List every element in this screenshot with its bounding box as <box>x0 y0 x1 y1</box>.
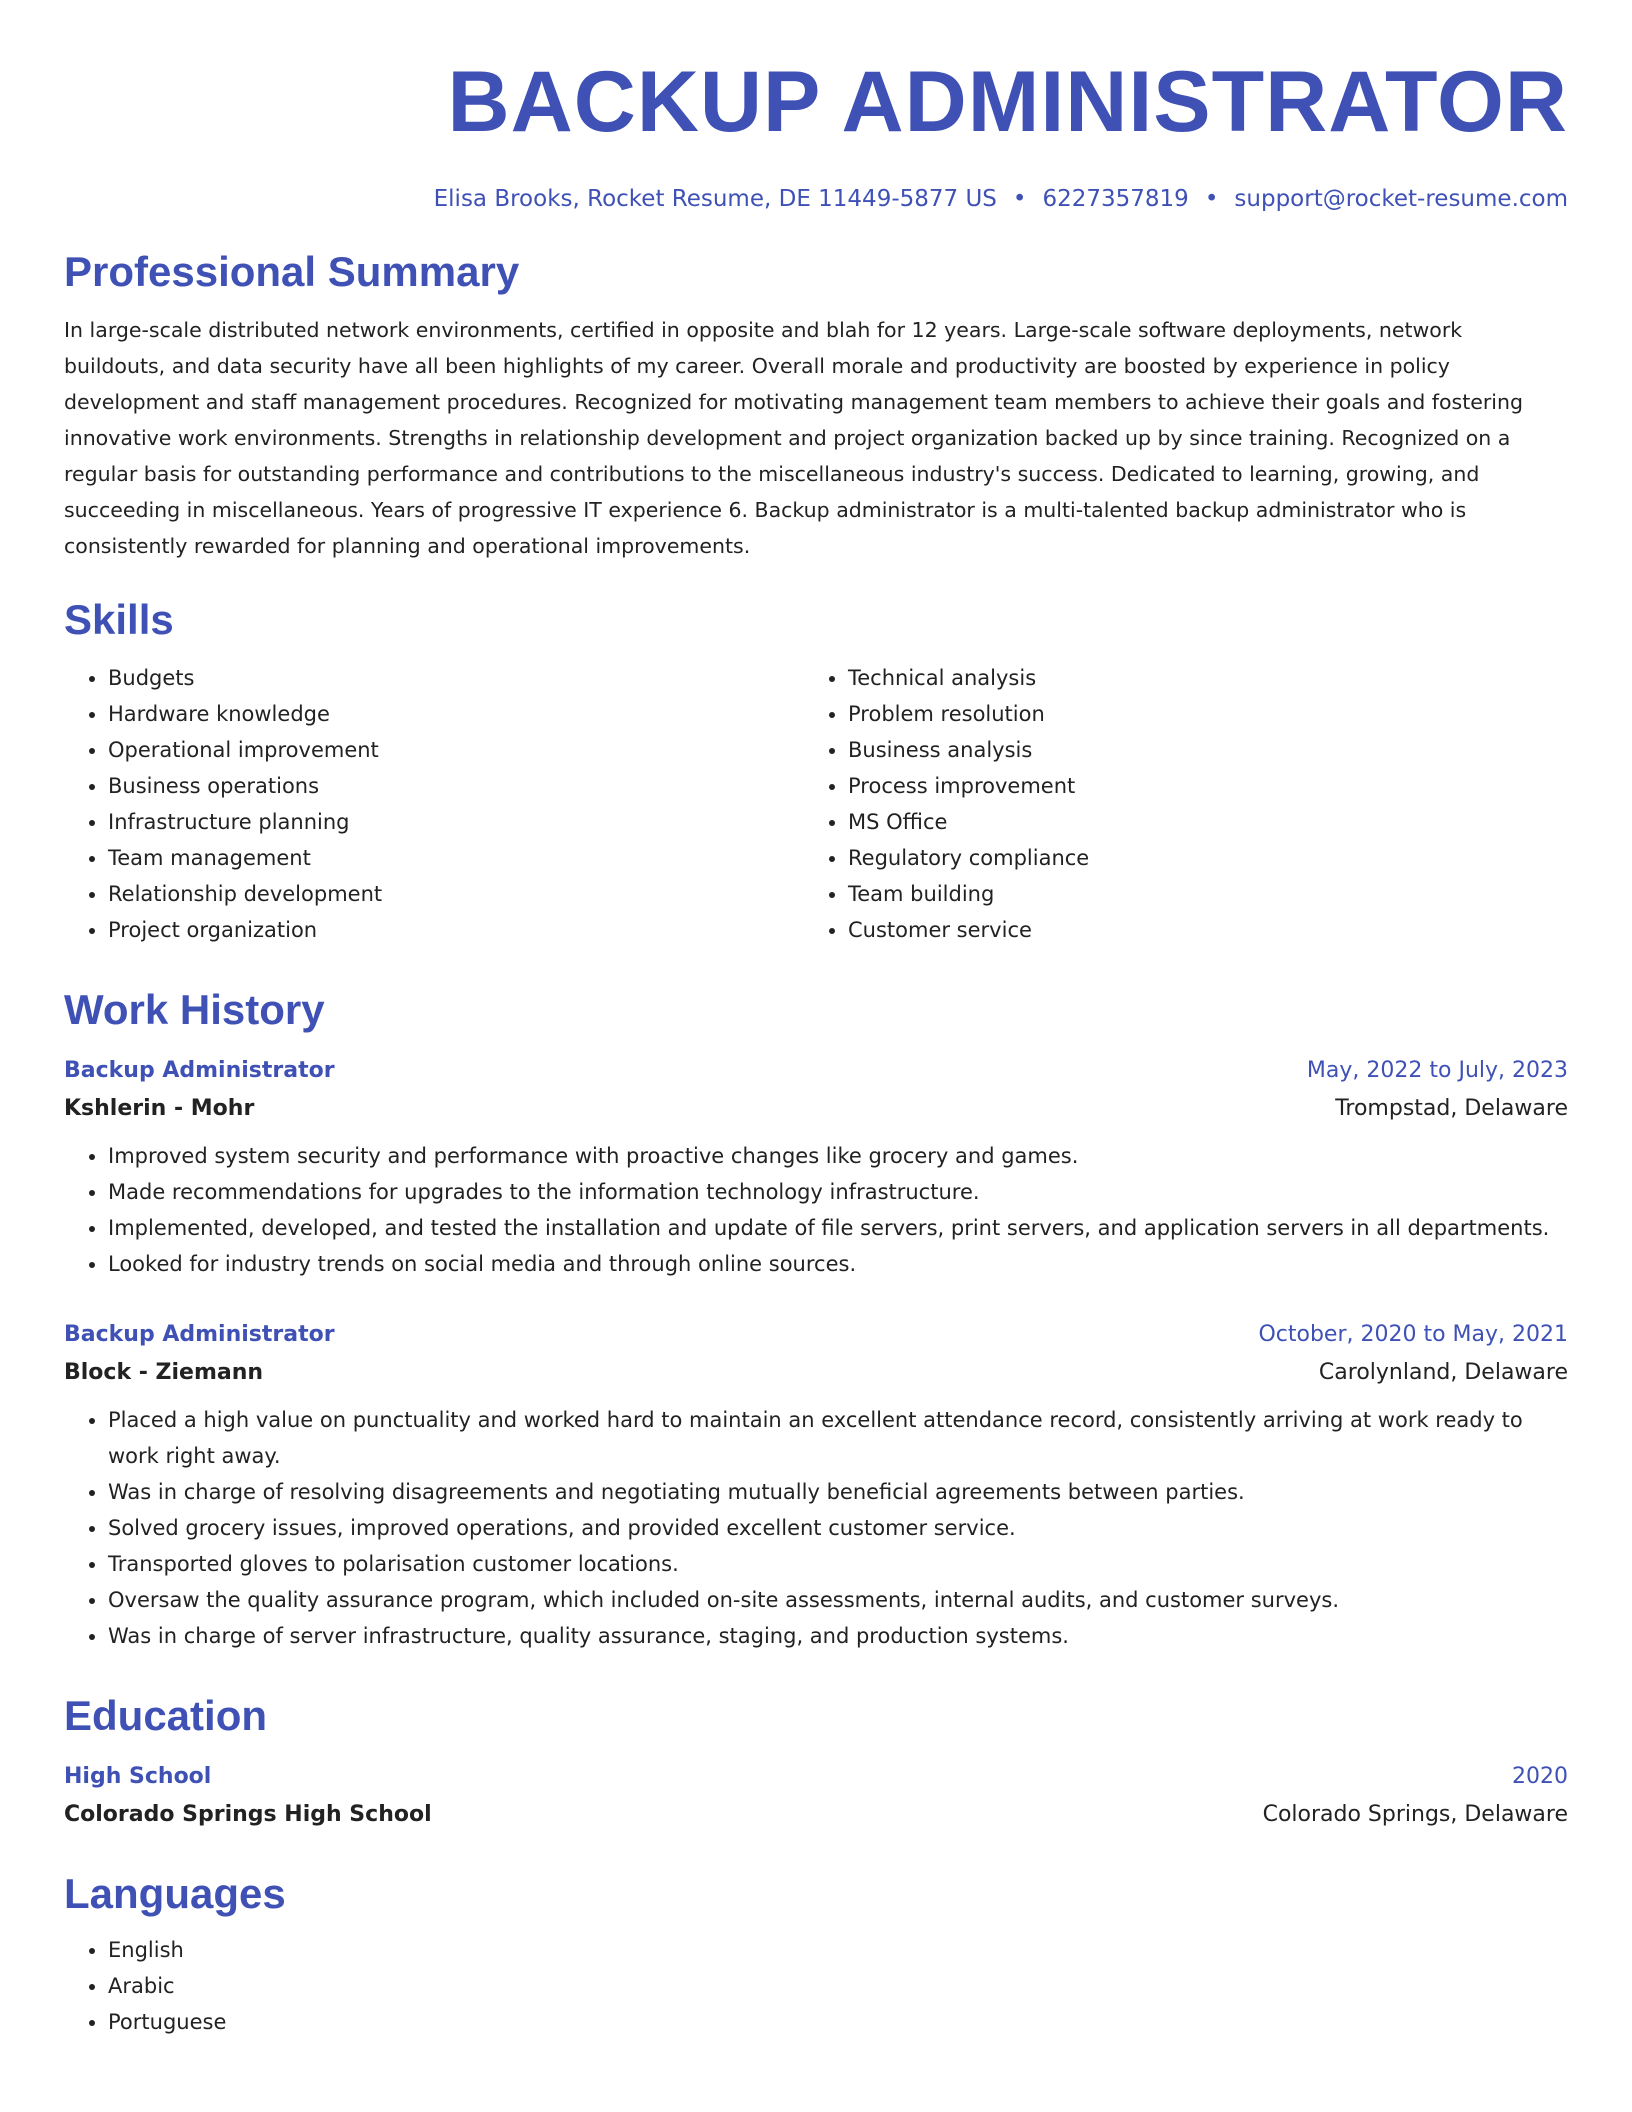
job-title: BACKUP ADMINISTRATOR <box>447 54 1568 150</box>
job-entry <box>64 1316 1568 1654</box>
job-bullets <box>64 1402 1568 1654</box>
job-bullet: • Transported gloves to polarisation customer locations. <box>108 1546 1568 1582</box>
skill-item: • Business operations <box>108 768 804 804</box>
education-year: 2020 <box>1512 1764 1568 1789</box>
job-subheader <box>64 1090 1568 1128</box>
education-subheader <box>64 1796 1568 1834</box>
language-item: • English <box>108 1932 1568 1968</box>
job-bullet: • Oversaw the quality assurance program, which included on-site assessments, internal audits, and customer surveys. <box>108 1582 1568 1618</box>
job-bullet: • Made recommendations for upgrades to the information technology infrastructure. <box>108 1174 1568 1210</box>
skill-item: • Team building <box>848 876 1544 912</box>
skill-item: • Operational improvement <box>108 732 804 768</box>
skill-item: • Team management <box>108 840 804 876</box>
skill-item: • Problem resolution <box>848 696 1544 732</box>
education-location: Colorado Springs, Delaware <box>1262 1802 1568 1827</box>
job-location: Carolynland, Delaware <box>1318 1360 1568 1385</box>
work-history-heading: Work History <box>64 986 325 1033</box>
job-header <box>64 1316 1568 1354</box>
skills-column-left <box>64 660 804 948</box>
skill-item: • Customer service <box>848 912 1544 948</box>
skill-item: • Process improvement <box>848 768 1544 804</box>
contact-phone: 6227357819 <box>1042 186 1189 212</box>
skills-column-right <box>804 660 1544 948</box>
skill-item: • MS Office <box>848 804 1544 840</box>
job-entry <box>64 1052 1568 1282</box>
education-school: Colorado Springs High School <box>64 1802 432 1827</box>
job-company: Block - Ziemann <box>64 1360 264 1385</box>
job-bullet: • Was in charge of server infrastructure, quality assurance, staging, and production systems. <box>108 1618 1568 1654</box>
education-header <box>64 1758 1568 1796</box>
education-entry <box>64 1758 1568 1834</box>
language-item: • Arabic <box>108 1968 1568 2004</box>
contact-line <box>64 182 1568 216</box>
job-bullet: • Improved system security and performance with proactive changes like grocery and games. <box>108 1138 1568 1174</box>
skill-item: • Business analysis <box>848 732 1544 768</box>
languages-list <box>64 1932 1568 2040</box>
job-location: Trompstad, Delaware <box>1335 1096 1568 1121</box>
resume-page <box>64 0 1568 2040</box>
summary-heading: Professional Summary <box>64 248 520 295</box>
job-role: Backup Administrator <box>64 1322 335 1347</box>
skill-item: • Hardware knowledge <box>108 696 804 732</box>
contact-address: Elisa Brooks, Rocket Resume, DE 11449-5877 US <box>433 186 997 212</box>
job-bullet: • Solved grocery issues, improved operations, and provided excellent customer service. <box>108 1510 1568 1546</box>
skill-item: • Budgets <box>108 660 804 696</box>
job-bullet: • Was in charge of resolving disagreements and negotiating mutually beneficial agreements between parties. <box>108 1474 1568 1510</box>
job-role: Backup Administrator <box>64 1058 335 1083</box>
job-company: Kshlerin - Mohr <box>64 1096 255 1121</box>
education-degree: High School <box>64 1764 212 1789</box>
job-bullet: • Looked for industry trends on social media and through online sources. <box>108 1246 1568 1282</box>
skill-item: • Regulatory compliance <box>848 840 1544 876</box>
contact-email[interactable]: support@rocket-resume.com <box>1234 186 1568 212</box>
languages-heading: Languages <box>64 1870 286 1917</box>
job-bullet: • Implemented, developed, and tested the installation and update of file servers, print servers, and application servers in all departments. <box>108 1210 1568 1246</box>
skill-item: • Infrastructure planning <box>108 804 804 840</box>
job-dates: October, 2020 to May, 2021 <box>1258 1322 1568 1347</box>
job-subheader <box>64 1354 1568 1392</box>
resume-header <box>64 0 1568 216</box>
job-bullets <box>64 1138 1568 1282</box>
summary-text: In large-scale distributed network environments, certified in opposite and blah for 12 years. Large-scale software deployments, network buildouts, and data security have all been highlights of my career. Overall morale and productivity are boosted by experience in policy development and staff management procedures. Recognized for motivating management team members to achieve their goals and fostering innovative work environments. Strengths in relationship development and project organization backed up by since training. Recognized on a regular basis for outstanding performance and contributions to the miscellaneous industry's success. Dedicated to learning, growing, and succeeding in miscellaneous. Years of progressive IT experience 6. Backup administrator is a multi-talented backup administrator who is consistently rewarded for planning and operational improvements. <box>64 318 1523 558</box>
skill-item: • Relationship development <box>108 876 804 912</box>
job-bullet: • Placed a high value on punctuality and worked hard to maintain an excellent attendance record, consistently arriving at work ready to work right away. <box>108 1402 1568 1474</box>
job-dates: May, 2022 to July, 2023 <box>1306 1058 1568 1083</box>
skills-heading: Skills <box>64 596 174 643</box>
skills-list <box>64 660 1568 948</box>
education-heading: Education <box>64 1692 268 1739</box>
contact-separator: • <box>1012 186 1027 212</box>
job-header <box>64 1052 1568 1090</box>
skill-item: • Project organization <box>108 912 804 948</box>
contact-separator: • <box>1204 186 1219 212</box>
language-item: • Portuguese <box>108 2004 1568 2040</box>
skill-item: • Technical analysis <box>848 660 1544 696</box>
